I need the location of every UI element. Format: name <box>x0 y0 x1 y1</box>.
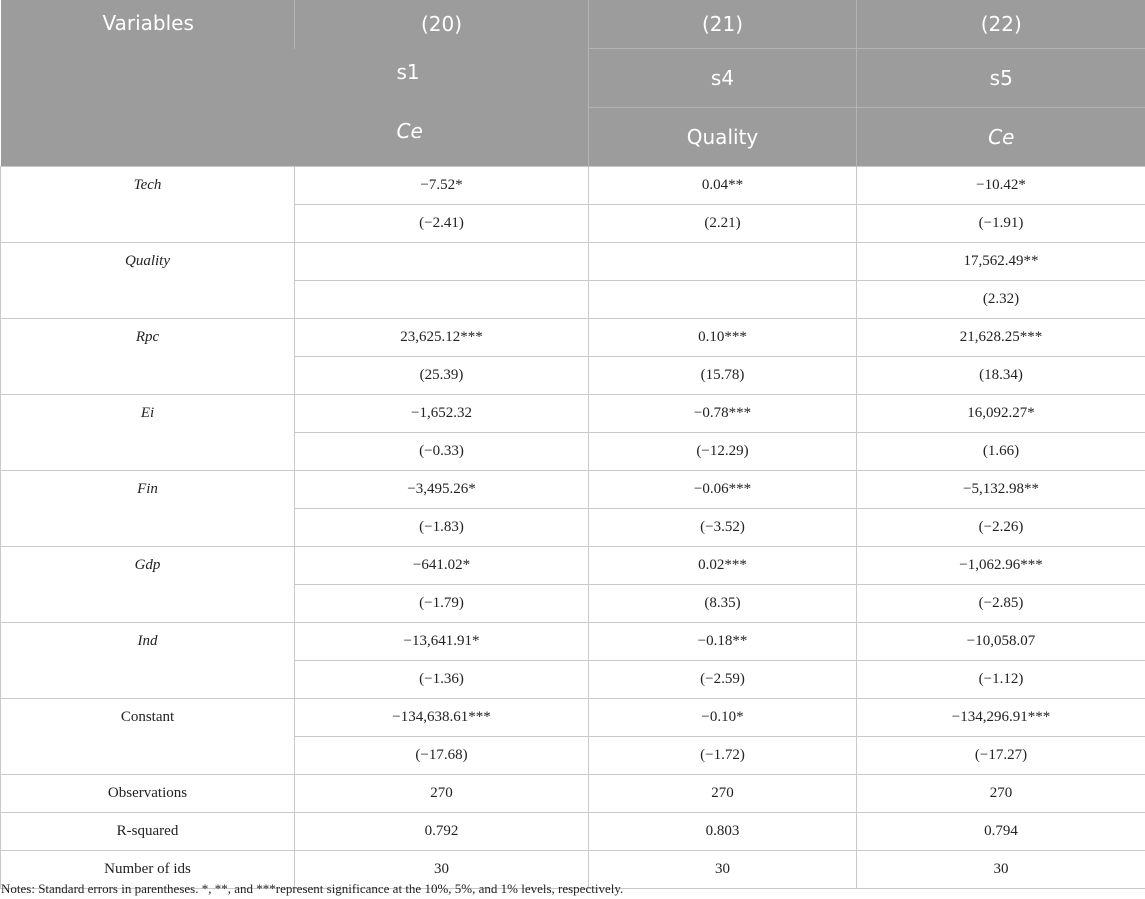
statistic-value-cell: 270 <box>295 774 589 812</box>
standard-error-cell: (1.66) <box>857 432 1145 470</box>
coefficient-cell: −641.02* <box>295 546 589 584</box>
standard-error-cell: (2.32) <box>857 280 1145 318</box>
coefficient-cell: −0.06*** <box>589 470 857 508</box>
model-number-header: (22) <box>857 0 1145 49</box>
variable-name-cell: Ind <box>1 622 295 698</box>
coefficient-cell: −0.10* <box>589 698 857 736</box>
standard-error-cell: (−17.68) <box>295 736 589 774</box>
standard-error-cell: (18.34) <box>857 356 1145 394</box>
coefficient-cell: −134,638.61*** <box>295 698 589 736</box>
table-row <box>1 622 1145 660</box>
standard-error-cell: (−3.52) <box>589 508 857 546</box>
coefficient-cell: −3,495.26* <box>295 470 589 508</box>
table-row <box>1 166 1145 204</box>
standard-error-cell: (−2.85) <box>857 584 1145 622</box>
variable-name-cell: Rpc <box>1 318 295 394</box>
statistic-value-cell: 30 <box>295 850 589 888</box>
table-body <box>1 166 1145 888</box>
standard-error-cell: (−2.26) <box>857 508 1145 546</box>
standard-error-cell: (−1.72) <box>589 736 857 774</box>
standard-error-cell: (−12.29) <box>589 432 857 470</box>
variable-name-cell: Constant <box>1 698 295 774</box>
coefficient-cell: 16,092.27* <box>857 394 1145 432</box>
model-number-header: (21) <box>589 0 857 49</box>
table-row <box>1 774 1145 812</box>
dependent-variable-header: Ce <box>295 108 589 167</box>
coefficient-cell <box>589 242 857 280</box>
table-row <box>1 812 1145 850</box>
coefficient-cell: 23,625.12*** <box>295 318 589 356</box>
variable-name-cell: Quality <box>1 242 295 318</box>
standard-error-cell <box>589 280 857 318</box>
standard-error-cell: (−2.59) <box>589 660 857 698</box>
table-row <box>1 242 1145 280</box>
coefficient-cell: −10.42* <box>857 166 1145 204</box>
coefficient-cell: −10,058.07 <box>857 622 1145 660</box>
standard-error-cell: (2.21) <box>589 204 857 242</box>
coefficient-cell: −0.18** <box>589 622 857 660</box>
variable-name-cell: Gdp <box>1 546 295 622</box>
sample-header: s1 <box>295 49 589 108</box>
coefficient-cell: −1,652.32 <box>295 394 589 432</box>
standard-error-cell: (25.39) <box>295 356 589 394</box>
coefficient-cell: 17,562.49** <box>857 242 1145 280</box>
coefficient-cell: 21,628.25*** <box>857 318 1145 356</box>
standard-error-cell: (−0.33) <box>295 432 589 470</box>
variables-header: Variables <box>1 0 295 166</box>
coefficient-cell: −1,062.96*** <box>857 546 1145 584</box>
statistic-value-cell: 270 <box>589 774 857 812</box>
statistic-value-cell: 30 <box>589 850 857 888</box>
sample-header: s4 <box>589 49 857 108</box>
variable-name-cell: Tech <box>1 166 295 242</box>
standard-error-cell: (−1.12) <box>857 660 1145 698</box>
table-row <box>1 698 1145 736</box>
coefficient-cell <box>295 242 589 280</box>
standard-error-cell: (8.35) <box>589 584 857 622</box>
coefficient-cell: −13,641.91* <box>295 622 589 660</box>
coefficient-cell: −0.78*** <box>589 394 857 432</box>
coefficient-cell: −7.52* <box>295 166 589 204</box>
statistic-value-cell: 0.792 <box>295 812 589 850</box>
statistic-name-cell: Observations <box>1 774 295 812</box>
standard-error-cell <box>295 280 589 318</box>
dependent-variable-header: Ce <box>857 108 1145 167</box>
statistic-value-cell: 0.803 <box>589 812 857 850</box>
statistic-value-cell: 30 <box>857 850 1145 888</box>
sample-header: s5 <box>857 49 1145 108</box>
standard-error-cell: (−1.91) <box>857 204 1145 242</box>
statistic-value-cell: 0.794 <box>857 812 1145 850</box>
table-row <box>1 546 1145 584</box>
coefficient-cell: −134,296.91*** <box>857 698 1145 736</box>
statistic-value-cell: 270 <box>857 774 1145 812</box>
header-row-models <box>1 0 1145 49</box>
variable-name-cell: Ei <box>1 394 295 470</box>
dependent-variable-header: Quality <box>589 108 857 167</box>
statistic-name-cell: R-squared <box>1 812 295 850</box>
table-row <box>1 394 1145 432</box>
table-row <box>1 470 1145 508</box>
table-header <box>1 0 1145 166</box>
variable-name-cell: Fin <box>1 470 295 546</box>
standard-error-cell: (−1.36) <box>295 660 589 698</box>
table-notes: Notes: Standard errors in parentheses. *, **, and ***represent significance at the 10%, 5%, and 1% levels, respectively. <box>1 881 624 896</box>
standard-error-cell: (−2.41) <box>295 204 589 242</box>
coefficient-cell: −5,132.98** <box>857 470 1145 508</box>
coefficient-cell: 0.02*** <box>589 546 857 584</box>
table-row <box>1 318 1145 356</box>
standard-error-cell: (−1.83) <box>295 508 589 546</box>
standard-error-cell: (−1.79) <box>295 584 589 622</box>
standard-error-cell: (15.78) <box>589 356 857 394</box>
model-number-header: (20) <box>295 0 589 49</box>
standard-error-cell: (−17.27) <box>857 736 1145 774</box>
coefficient-cell: 0.10*** <box>589 318 857 356</box>
statistic-name-cell: Number of ids <box>1 850 295 888</box>
coefficient-cell: 0.04** <box>589 166 857 204</box>
